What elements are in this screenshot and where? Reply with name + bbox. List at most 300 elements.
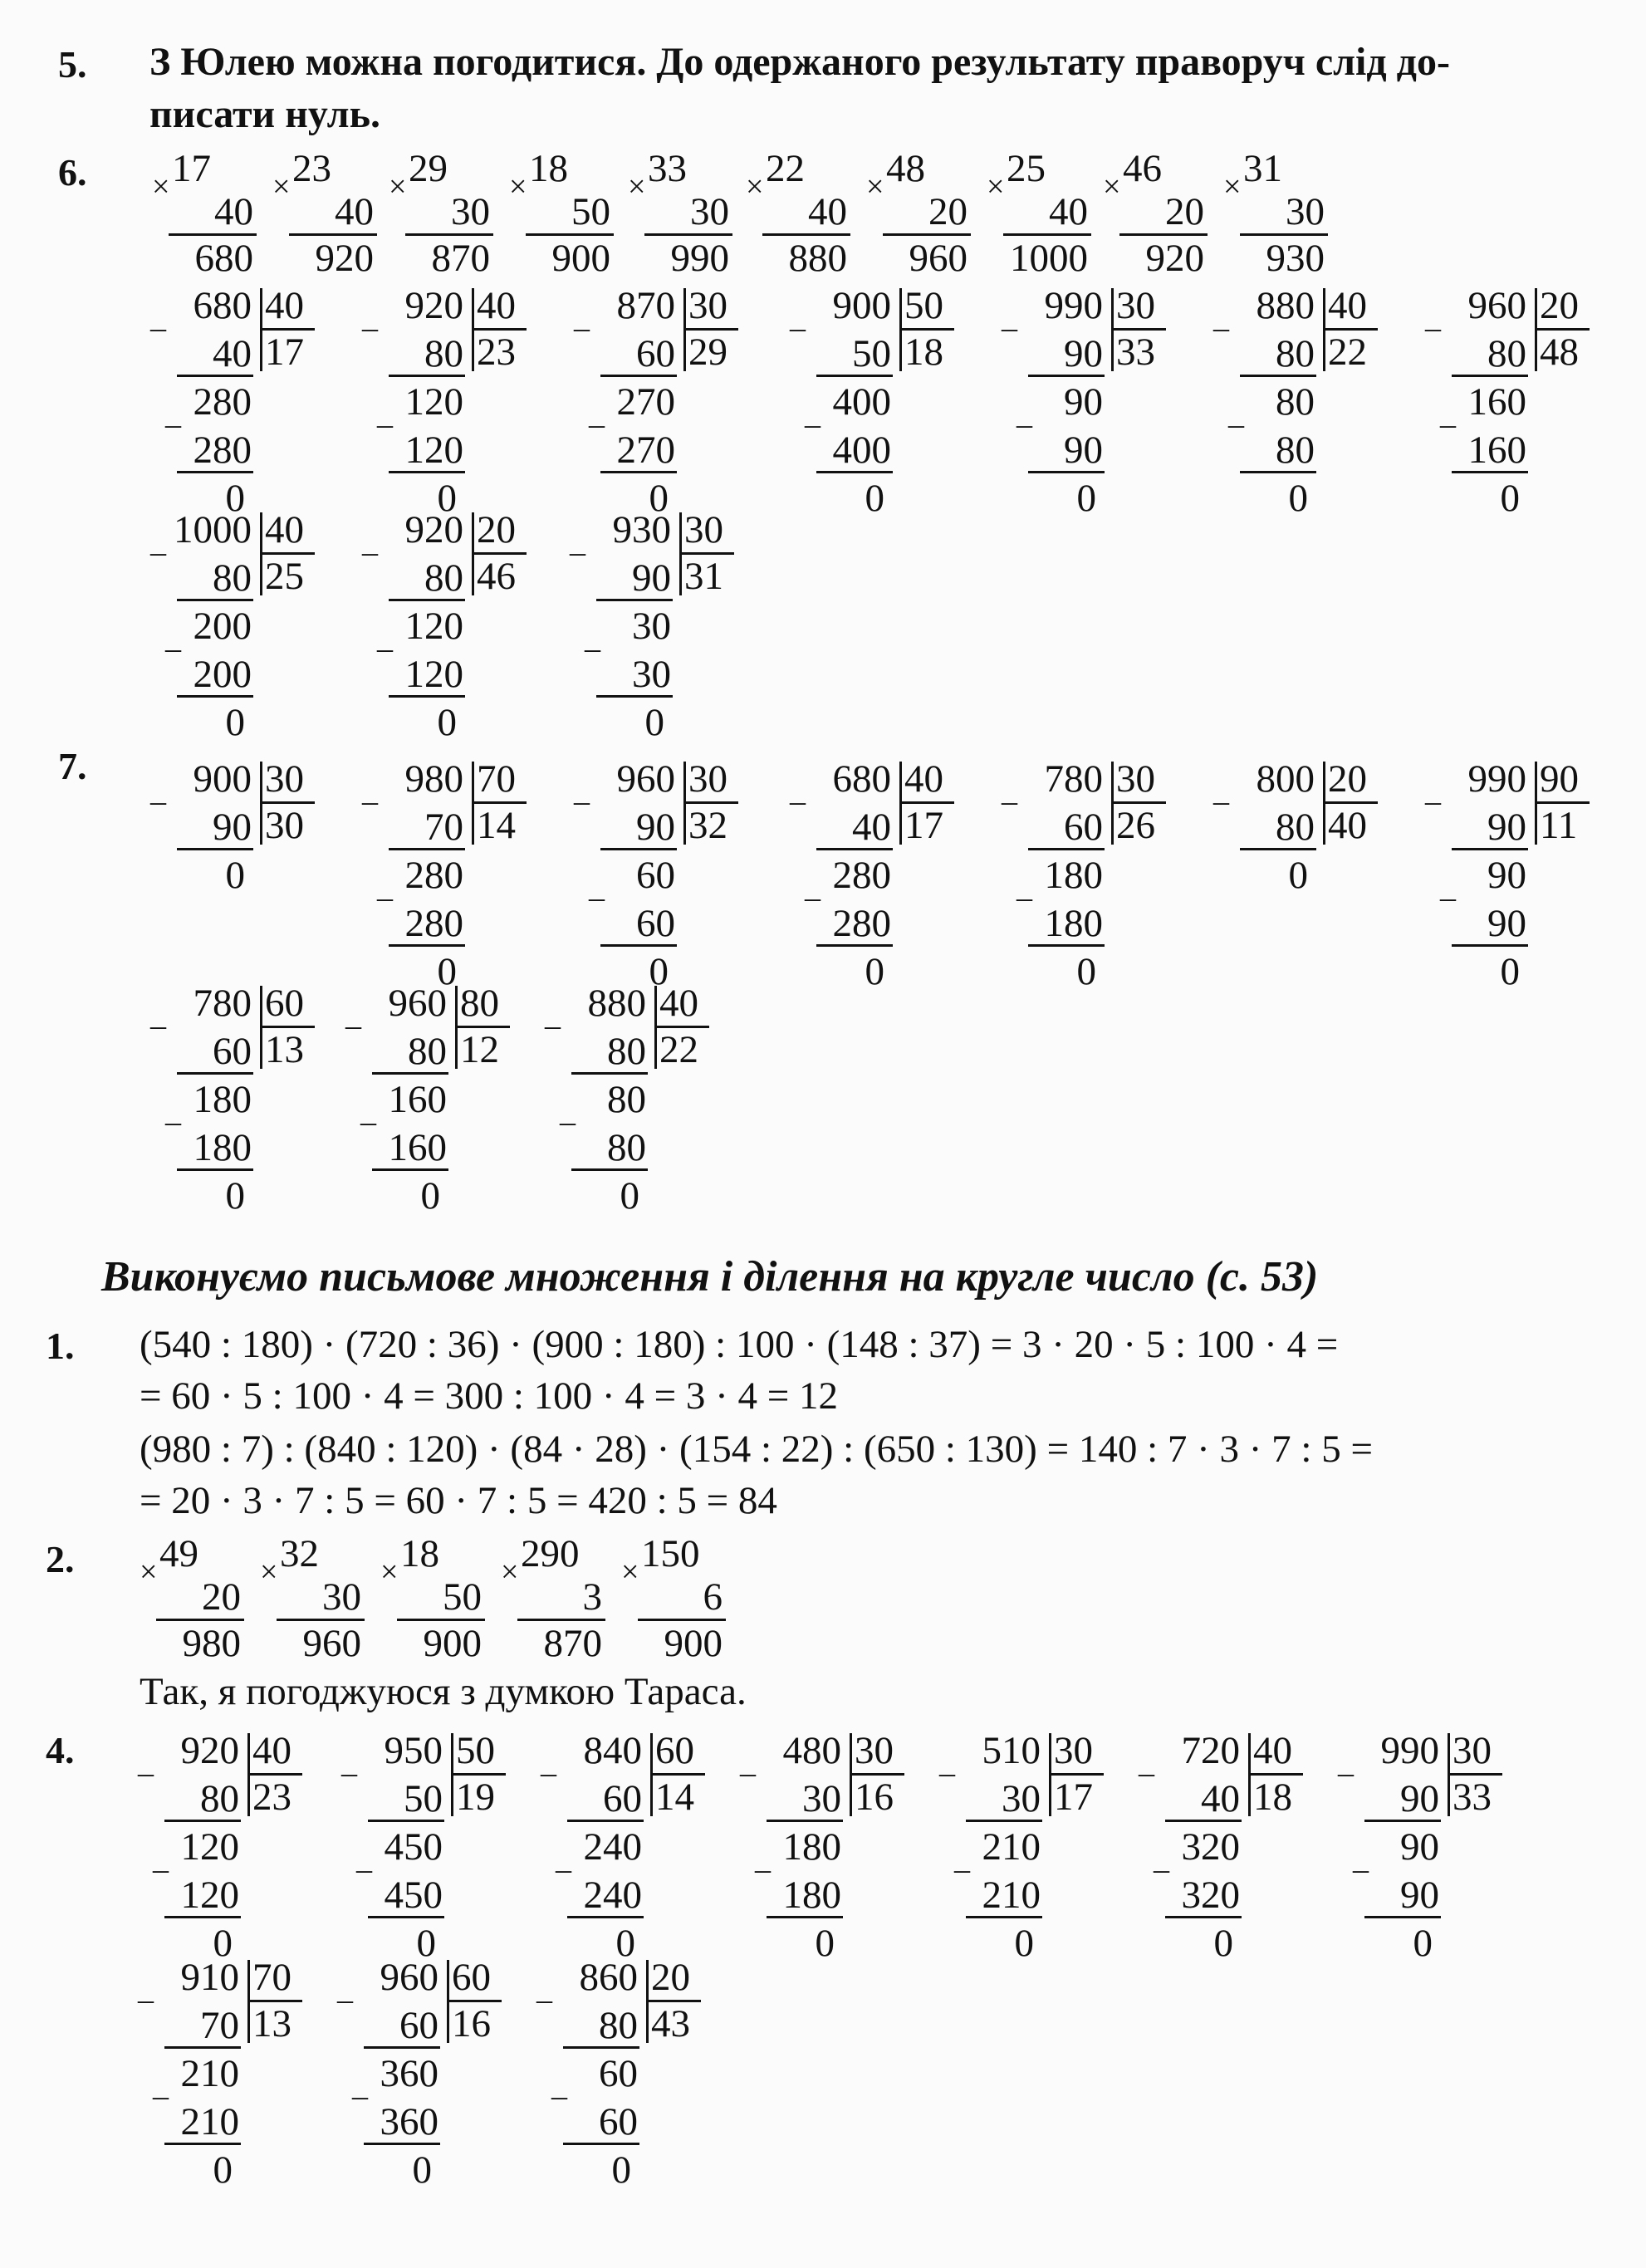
result-line bbox=[1119, 233, 1208, 236]
minus-sign: _ bbox=[138, 1972, 154, 2006]
remainder: 0 bbox=[1014, 1922, 1034, 1965]
subtraction-line bbox=[1028, 471, 1105, 473]
remainder: 0 bbox=[649, 950, 669, 993]
task-number-2: 2. bbox=[46, 1538, 75, 1580]
partial-value: 200 bbox=[193, 605, 252, 648]
minus-sign: _ bbox=[138, 1745, 154, 1780]
subtraction-line bbox=[816, 375, 893, 377]
minus-sign: _ bbox=[1228, 396, 1244, 431]
subtraction-line bbox=[368, 1916, 444, 1918]
subtraction-line bbox=[177, 1072, 253, 1075]
divisor: 60 bbox=[655, 1729, 694, 1772]
quotient: 11 bbox=[1540, 804, 1578, 847]
subtraction-line bbox=[1452, 944, 1528, 947]
minus-sign: _ bbox=[337, 1972, 353, 2006]
dividend: 960 bbox=[616, 757, 675, 801]
quotient: 22 bbox=[659, 1028, 698, 1071]
subtraction-line bbox=[767, 1916, 843, 1918]
dividend: 920 bbox=[180, 1729, 239, 1772]
subtraction-line bbox=[364, 2046, 440, 2049]
partial-value: 80 bbox=[1276, 332, 1315, 375]
remainder: 0 bbox=[1076, 477, 1096, 520]
result-line bbox=[1003, 233, 1091, 236]
partial-value: 90 bbox=[1400, 1777, 1439, 1820]
minus-sign: _ bbox=[352, 2068, 368, 2103]
multiply-sign: × bbox=[509, 169, 527, 204]
remainder: 0 bbox=[225, 854, 245, 897]
subtraction-line bbox=[596, 695, 673, 698]
minus-sign: _ bbox=[165, 620, 181, 655]
factor-b: 30 bbox=[322, 1575, 361, 1619]
partial-value: 120 bbox=[404, 605, 463, 648]
subtraction-line bbox=[571, 1168, 648, 1171]
task-number-6: 6. bbox=[58, 151, 87, 193]
minus-sign: _ bbox=[1353, 1841, 1369, 1876]
divisor: 20 bbox=[477, 508, 516, 551]
factor-b: 50 bbox=[571, 190, 610, 233]
quotient: 40 bbox=[1328, 804, 1367, 847]
divisor: 40 bbox=[252, 1729, 291, 1772]
quotient: 30 bbox=[265, 804, 304, 847]
subtraction-line bbox=[1240, 375, 1316, 377]
subtraction-line bbox=[1240, 848, 1316, 850]
minus-sign: _ bbox=[1002, 773, 1017, 808]
partial-value: 60 bbox=[1064, 806, 1103, 849]
minus-sign: _ bbox=[1425, 773, 1441, 808]
minus-sign: _ bbox=[153, 1841, 169, 1876]
partial-value: 320 bbox=[1181, 1825, 1240, 1869]
dividend: 1000 bbox=[174, 508, 252, 551]
remainder: 0 bbox=[213, 2148, 233, 2192]
divisor: 80 bbox=[460, 982, 499, 1025]
quotient: 17 bbox=[1054, 1776, 1093, 1819]
partial-value: 180 bbox=[782, 1825, 841, 1869]
section-heading: Виконуємо письмове множення і ділення на кругле число (с. 53) bbox=[101, 1253, 1319, 1301]
partial-value: 40 bbox=[1201, 1777, 1240, 1820]
divisor: 70 bbox=[477, 757, 516, 801]
task1-line3: (980 : 7) : (840 : 120) · (84 · 28) · (154 : 22) : (650 : 130) = 140 : 7 · 3 · 7 : 5 = bbox=[140, 1428, 1373, 1471]
factor-a: 49 bbox=[159, 1532, 198, 1575]
partial-value: 200 bbox=[193, 653, 252, 696]
partial-value: 90 bbox=[1064, 429, 1103, 472]
result-line bbox=[169, 233, 257, 236]
divisor: 30 bbox=[684, 508, 723, 551]
divisor: 50 bbox=[456, 1729, 495, 1772]
dividend: 870 bbox=[616, 284, 675, 327]
product: 980 bbox=[182, 1622, 241, 1665]
partial-value: 80 bbox=[213, 556, 252, 600]
partial-value: 180 bbox=[193, 1126, 252, 1169]
product: 990 bbox=[670, 237, 729, 280]
dividend: 860 bbox=[579, 1956, 638, 1999]
subtraction-line bbox=[1364, 1916, 1441, 1918]
minus-sign: _ bbox=[560, 1094, 576, 1129]
quotient: 14 bbox=[655, 1776, 694, 1819]
partial-value: 120 bbox=[404, 429, 463, 472]
minus-sign: _ bbox=[954, 1841, 970, 1876]
dividend: 900 bbox=[193, 757, 252, 801]
minus-sign: _ bbox=[939, 1745, 955, 1780]
subtraction-line bbox=[767, 1820, 843, 1822]
result-line bbox=[526, 233, 614, 236]
subtraction-line bbox=[816, 944, 893, 947]
quotient: 23 bbox=[477, 331, 516, 374]
multiply-sign: × bbox=[260, 1555, 278, 1590]
result-line bbox=[517, 1619, 605, 1621]
remainder: 0 bbox=[437, 950, 457, 993]
minus-sign: _ bbox=[1002, 300, 1017, 335]
divisor: 30 bbox=[1116, 284, 1155, 327]
product: 900 bbox=[551, 237, 610, 280]
divisor: 40 bbox=[1253, 1729, 1292, 1772]
task5-line2: писати нуль. bbox=[149, 92, 380, 136]
remainder: 0 bbox=[437, 701, 457, 744]
quotient: 29 bbox=[688, 331, 727, 374]
partial-value: 50 bbox=[404, 1777, 443, 1820]
subtraction-line bbox=[567, 1820, 644, 1822]
product: 900 bbox=[664, 1622, 723, 1665]
dividend: 990 bbox=[1467, 757, 1526, 801]
subtraction-line bbox=[600, 471, 677, 473]
quotient: 16 bbox=[452, 2002, 491, 2045]
partial-value: 210 bbox=[180, 2052, 239, 2095]
quotient: 12 bbox=[460, 1028, 499, 1071]
dividend: 480 bbox=[782, 1729, 841, 1772]
minus-sign: _ bbox=[1440, 396, 1456, 431]
quotient: 18 bbox=[904, 331, 943, 374]
partial-value: 120 bbox=[180, 1825, 239, 1869]
task-number-7: 7. bbox=[58, 745, 87, 787]
minus-sign: _ bbox=[570, 524, 585, 559]
quotient: 17 bbox=[904, 804, 943, 847]
minus-sign: _ bbox=[150, 773, 166, 808]
factor-a: 48 bbox=[886, 147, 925, 190]
minus-sign: _ bbox=[790, 773, 806, 808]
product: 870 bbox=[543, 1622, 602, 1665]
subtraction-line bbox=[364, 2143, 440, 2145]
dividend: 990 bbox=[1380, 1729, 1439, 1772]
factor-a: 32 bbox=[280, 1532, 319, 1575]
task1-line4: = 20 · 3 · 7 : 5 = 60 · 7 : 5 = 420 : 5 = 84 bbox=[140, 1479, 777, 1522]
remainder: 0 bbox=[225, 701, 245, 744]
remainder: 0 bbox=[620, 1174, 639, 1217]
factor-a: 46 bbox=[1123, 147, 1162, 190]
partial-value: 120 bbox=[404, 380, 463, 424]
quotient: 31 bbox=[684, 555, 723, 598]
subtraction-line bbox=[571, 1072, 648, 1075]
task-number-5: 5. bbox=[58, 43, 87, 86]
minus-sign: _ bbox=[165, 1094, 181, 1129]
minus-sign: _ bbox=[345, 997, 361, 1032]
minus-sign: _ bbox=[1213, 300, 1229, 335]
multiply-sign: × bbox=[1103, 169, 1121, 204]
partial-value: 280 bbox=[193, 429, 252, 472]
product: 680 bbox=[194, 237, 253, 280]
divisor: 20 bbox=[1328, 757, 1367, 801]
quotient: 13 bbox=[252, 2002, 291, 2045]
minus-sign: _ bbox=[377, 396, 393, 431]
minus-sign: _ bbox=[150, 997, 166, 1032]
remainder: 0 bbox=[1500, 950, 1520, 993]
subtraction-line bbox=[816, 471, 893, 473]
partial-value: 270 bbox=[616, 429, 675, 472]
factor-a: 150 bbox=[641, 1532, 700, 1575]
subtraction-line bbox=[563, 2046, 639, 2049]
factor-a: 31 bbox=[1243, 147, 1282, 190]
minus-sign: _ bbox=[360, 1094, 376, 1129]
partial-value: 90 bbox=[1487, 854, 1526, 897]
dividend: 800 bbox=[1256, 757, 1315, 801]
result-line bbox=[638, 1619, 726, 1621]
subtraction-line bbox=[1240, 471, 1316, 473]
minus-sign: _ bbox=[1338, 1745, 1354, 1780]
partial-value: 360 bbox=[380, 2052, 438, 2095]
minus-sign: _ bbox=[589, 869, 605, 904]
partial-value: 30 bbox=[1002, 1777, 1041, 1820]
partial-value: 400 bbox=[832, 380, 891, 424]
product: 870 bbox=[431, 237, 490, 280]
subtraction-line bbox=[368, 1820, 444, 1822]
divisor: 40 bbox=[659, 982, 698, 1025]
partial-value: 280 bbox=[832, 854, 891, 897]
partial-value: 450 bbox=[384, 1825, 443, 1869]
minus-sign: _ bbox=[1425, 300, 1441, 335]
partial-value: 90 bbox=[632, 556, 671, 600]
factor-b: 40 bbox=[214, 190, 253, 233]
partial-value: 210 bbox=[180, 2100, 239, 2143]
dividend: 980 bbox=[404, 757, 463, 801]
subtraction-line bbox=[1364, 1820, 1441, 1822]
partial-value: 180 bbox=[1044, 902, 1103, 945]
factor-b: 40 bbox=[808, 190, 847, 233]
partial-value: 90 bbox=[1487, 902, 1526, 945]
minus-sign: _ bbox=[1017, 869, 1032, 904]
partial-value: 210 bbox=[982, 1825, 1041, 1869]
factor-a: 25 bbox=[1007, 147, 1046, 190]
factor-b: 40 bbox=[1049, 190, 1088, 233]
subtraction-line bbox=[389, 375, 465, 377]
result-line bbox=[644, 233, 732, 236]
product: 920 bbox=[1145, 237, 1204, 280]
remainder: 0 bbox=[213, 1922, 233, 1965]
product: 920 bbox=[315, 237, 374, 280]
subtraction-line bbox=[177, 471, 253, 473]
partial-value: 240 bbox=[583, 1825, 642, 1869]
multiply-sign: × bbox=[380, 1555, 399, 1590]
remainder: 0 bbox=[225, 477, 245, 520]
quotient: 26 bbox=[1116, 804, 1155, 847]
partial-value: 60 bbox=[636, 902, 675, 945]
dividend: 680 bbox=[832, 757, 891, 801]
partial-value: 60 bbox=[399, 2004, 438, 2047]
partial-value: 90 bbox=[1487, 806, 1526, 849]
partial-value: 160 bbox=[1467, 429, 1526, 472]
dividend: 840 bbox=[583, 1729, 642, 1772]
minus-sign: _ bbox=[556, 1841, 571, 1876]
partial-value: 180 bbox=[1044, 854, 1103, 897]
subtraction-line bbox=[1028, 375, 1105, 377]
divisor: 40 bbox=[477, 284, 516, 327]
remainder: 0 bbox=[225, 1174, 245, 1217]
partial-value: 120 bbox=[404, 653, 463, 696]
result-line bbox=[156, 1619, 244, 1621]
partial-value: 240 bbox=[583, 1874, 642, 1917]
factor-a: 29 bbox=[409, 147, 448, 190]
partial-value: 80 bbox=[408, 1030, 447, 1073]
subtraction-line bbox=[389, 471, 465, 473]
partial-value: 80 bbox=[424, 332, 463, 375]
multiply-sign: × bbox=[1223, 169, 1242, 204]
remainder: 0 bbox=[416, 1922, 436, 1965]
divisor: 30 bbox=[265, 757, 304, 801]
partial-value: 160 bbox=[388, 1078, 447, 1121]
factor-b: 6 bbox=[703, 1575, 723, 1619]
quotient: 18 bbox=[1253, 1776, 1292, 1819]
minus-sign: _ bbox=[1139, 1745, 1154, 1780]
partial-value: 90 bbox=[213, 806, 252, 849]
divisor: 40 bbox=[265, 508, 304, 551]
divisor: 30 bbox=[1116, 757, 1155, 801]
factor-b: 3 bbox=[582, 1575, 602, 1619]
minus-sign: _ bbox=[790, 300, 806, 335]
divisor: 40 bbox=[1328, 284, 1367, 327]
partial-value: 70 bbox=[200, 2004, 239, 2047]
minus-sign: _ bbox=[574, 773, 590, 808]
partial-value: 90 bbox=[1400, 1874, 1439, 1917]
minus-sign: _ bbox=[551, 2068, 567, 2103]
partial-value: 80 bbox=[200, 1777, 239, 1820]
minus-sign: _ bbox=[150, 524, 166, 559]
partial-value: 70 bbox=[424, 806, 463, 849]
multiply-sign: × bbox=[621, 1555, 639, 1590]
quotient: 43 bbox=[651, 2002, 690, 2045]
task2-conclusion: Так, я погоджуюся з думкою Тараса. bbox=[140, 1670, 747, 1713]
divisor: 30 bbox=[855, 1729, 894, 1772]
partial-value: 160 bbox=[1467, 380, 1526, 424]
remainder: 0 bbox=[1500, 477, 1520, 520]
task-number-4: 4. bbox=[46, 1729, 75, 1771]
minus-sign: _ bbox=[1017, 396, 1032, 431]
quotient: 33 bbox=[1452, 1776, 1492, 1819]
factor-a: 22 bbox=[766, 147, 805, 190]
subtraction-line bbox=[600, 375, 677, 377]
quotient: 16 bbox=[855, 1776, 894, 1819]
partial-value: 60 bbox=[636, 332, 675, 375]
subtraction-line bbox=[177, 1168, 253, 1171]
divisor: 30 bbox=[688, 284, 727, 327]
partial-value: 30 bbox=[632, 653, 671, 696]
partial-value: 60 bbox=[603, 1777, 642, 1820]
result-line bbox=[405, 233, 493, 236]
partial-value: 40 bbox=[852, 806, 891, 849]
dividend: 900 bbox=[832, 284, 891, 327]
minus-sign: _ bbox=[585, 620, 600, 655]
result-line bbox=[289, 233, 377, 236]
minus-sign: _ bbox=[1213, 773, 1229, 808]
subtraction-line bbox=[600, 944, 677, 947]
subtraction-line bbox=[177, 375, 253, 377]
dividend: 780 bbox=[1044, 757, 1103, 801]
dividend: 950 bbox=[384, 1729, 443, 1772]
remainder: 0 bbox=[1288, 477, 1308, 520]
divisor: 20 bbox=[651, 1956, 690, 1999]
remainder: 0 bbox=[1076, 950, 1096, 993]
dividend: 960 bbox=[1467, 284, 1526, 327]
minus-sign: _ bbox=[574, 300, 590, 335]
factor-b: 20 bbox=[928, 190, 968, 233]
partial-value: 80 bbox=[607, 1126, 646, 1169]
partial-value: 180 bbox=[193, 1078, 252, 1121]
multiply-sign: × bbox=[152, 169, 170, 204]
partial-value: 360 bbox=[380, 2100, 438, 2143]
factor-b: 50 bbox=[443, 1575, 482, 1619]
factor-b: 20 bbox=[1165, 190, 1204, 233]
partial-value: 270 bbox=[616, 380, 675, 424]
multiply-sign: × bbox=[628, 169, 646, 204]
partial-value: 320 bbox=[1181, 1874, 1240, 1917]
subtraction-line bbox=[1452, 375, 1528, 377]
subtraction-line bbox=[177, 695, 253, 698]
partial-value: 80 bbox=[599, 2004, 638, 2047]
remainder: 0 bbox=[815, 1922, 835, 1965]
remainder: 0 bbox=[1288, 854, 1308, 897]
dividend: 880 bbox=[1256, 284, 1315, 327]
factor-a: 290 bbox=[521, 1532, 580, 1575]
subtraction-line bbox=[164, 1916, 241, 1918]
factor-a: 18 bbox=[400, 1532, 439, 1575]
subtraction-line bbox=[966, 1820, 1042, 1822]
partial-value: 60 bbox=[599, 2052, 638, 2095]
remainder: 0 bbox=[644, 701, 664, 744]
minus-sign: _ bbox=[356, 1841, 372, 1876]
minus-sign: _ bbox=[755, 1841, 771, 1876]
task1-line1: (540 : 180) · (720 : 36) · (900 : 180) : 100 · (148 : 37) = 3 · 20 · 5 : 100 · 4 = bbox=[140, 1323, 1339, 1366]
partial-value: 180 bbox=[782, 1874, 841, 1917]
subtraction-line bbox=[389, 599, 465, 601]
multiply-sign: × bbox=[746, 169, 764, 204]
quotient: 22 bbox=[1328, 331, 1367, 374]
product: 930 bbox=[1266, 237, 1325, 280]
partial-value: 400 bbox=[832, 429, 891, 472]
dividend: 930 bbox=[612, 508, 671, 551]
remainder: 0 bbox=[420, 1174, 440, 1217]
subtraction-line bbox=[389, 695, 465, 698]
divisor: 60 bbox=[265, 982, 304, 1025]
multiply-sign: × bbox=[501, 1555, 519, 1590]
remainder: 0 bbox=[437, 477, 457, 520]
subtraction-line bbox=[372, 1168, 448, 1171]
divisor: 60 bbox=[452, 1956, 491, 1999]
partial-value: 30 bbox=[802, 1777, 841, 1820]
divisor: 30 bbox=[1054, 1729, 1093, 1772]
minus-sign: _ bbox=[362, 773, 378, 808]
partial-value: 80 bbox=[1276, 380, 1315, 424]
remainder: 0 bbox=[1213, 1922, 1233, 1965]
partial-value: 60 bbox=[213, 1030, 252, 1073]
subtraction-line bbox=[1452, 471, 1528, 473]
subtraction-line bbox=[567, 1916, 644, 1918]
partial-value: 280 bbox=[404, 902, 463, 945]
minus-sign: _ bbox=[153, 2068, 169, 2103]
partial-value: 80 bbox=[1276, 429, 1315, 472]
dividend: 510 bbox=[982, 1729, 1041, 1772]
subtraction-line bbox=[563, 2143, 639, 2145]
factor-a: 23 bbox=[292, 147, 331, 190]
product: 880 bbox=[788, 237, 847, 280]
factor-b: 30 bbox=[1286, 190, 1325, 233]
subtraction-line bbox=[600, 848, 677, 850]
result-line bbox=[883, 233, 971, 236]
